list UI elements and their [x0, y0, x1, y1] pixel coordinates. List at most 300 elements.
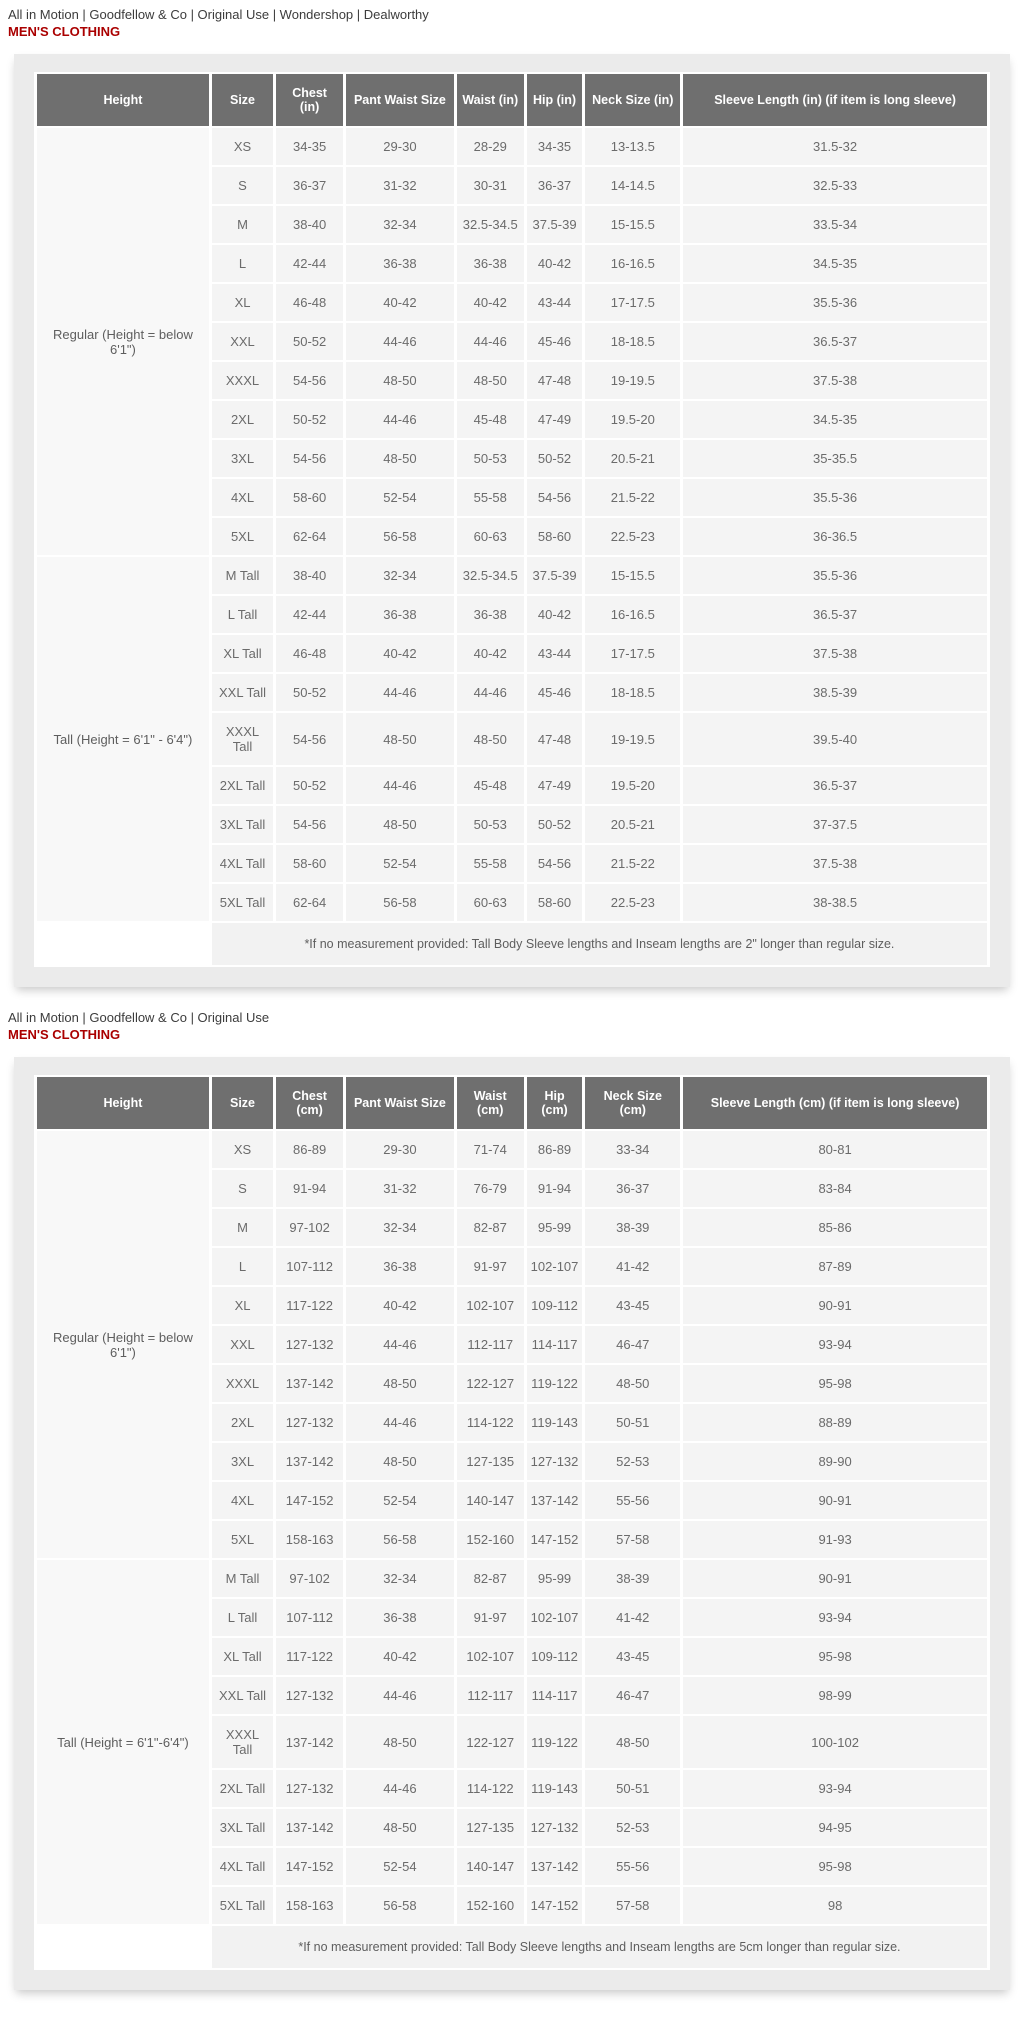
category-title: MEN'S CLOTHING [8, 1027, 121, 1042]
size-cell: XL Tall [212, 1638, 273, 1675]
measurement-cell: 36-36.5 [683, 518, 987, 555]
height-group-cell: Tall (Height = 6'1"-6'4") [37, 1560, 209, 1924]
measurement-cell: 109-112 [527, 1638, 583, 1675]
measurement-cell: 50-52 [527, 440, 583, 477]
size-cell: XL [212, 284, 273, 321]
size-chart-section-cm [8, 1009, 1016, 1990]
measurement-cell: 122-127 [457, 1365, 524, 1402]
measurement-cell: 54-56 [276, 440, 343, 477]
measurement-cell: 48-50 [346, 362, 454, 399]
measurement-cell: 17-17.5 [585, 635, 680, 672]
measurement-cell: 95-98 [683, 1638, 987, 1675]
measurement-cell: 102-107 [527, 1248, 583, 1285]
measurement-cell: 56-58 [346, 884, 454, 921]
measurement-cell: 147-152 [527, 1521, 583, 1558]
measurement-cell: 62-64 [276, 518, 343, 555]
measurement-cell: 90-91 [683, 1482, 987, 1519]
size-cell: 2XL Tall [212, 767, 273, 804]
measurement-cell: 14-14.5 [585, 167, 680, 204]
measurement-cell: 32.5-34.5 [457, 557, 524, 594]
size-cell: XXXL [212, 1365, 273, 1402]
measurement-cell: 34.5-35 [683, 245, 987, 282]
measurement-cell: 45-48 [457, 767, 524, 804]
measurement-cell: 40-42 [527, 245, 583, 282]
measurement-cell: 44-46 [457, 323, 524, 360]
category-title: MEN'S CLOTHING [8, 24, 121, 39]
measurement-cell: 119-122 [527, 1365, 583, 1402]
measurement-cell: 48-50 [346, 1365, 454, 1402]
measurement-cell: 127-132 [527, 1809, 583, 1846]
measurement-cell: 137-142 [276, 1809, 343, 1846]
measurement-cell: 39.5-40 [683, 713, 987, 765]
size-chart-table-inches [34, 72, 990, 967]
size-chart-table-cm [34, 1075, 990, 1970]
col-header-size: Size [212, 1077, 273, 1129]
measurement-cell: 36.5-37 [683, 323, 987, 360]
size-cell: XS [212, 128, 273, 165]
measurement-cell: 158-163 [276, 1521, 343, 1558]
measurement-cell: 137-142 [527, 1848, 583, 1885]
size-cell: M Tall [212, 1560, 273, 1597]
size-cell: XXXL [212, 362, 273, 399]
measurement-cell: 91-97 [457, 1248, 524, 1285]
measurement-cell: 38-40 [276, 206, 343, 243]
col-header-pant-waist: Pant Waist Size [346, 74, 454, 126]
size-cell: L [212, 1248, 273, 1285]
measurement-cell: 29-30 [346, 1131, 454, 1168]
measurement-cell: 127-135 [457, 1809, 524, 1846]
col-header-sleeve: Sleeve Length (in) (if item is long sleeve) [683, 74, 987, 126]
col-header-waist: Waist (cm) [457, 1077, 524, 1129]
measurement-cell: 47-48 [527, 713, 583, 765]
measurement-cell: 20.5-21 [585, 806, 680, 843]
measurement-cell: 62-64 [276, 884, 343, 921]
measurement-cell: 55-56 [585, 1848, 680, 1885]
footnote-row [37, 1926, 987, 1968]
measurement-cell: 19-19.5 [585, 362, 680, 399]
measurement-cell: 58-60 [276, 845, 343, 882]
measurement-cell: 119-143 [527, 1404, 583, 1441]
measurement-cell: 48-50 [346, 1716, 454, 1768]
size-cell: XXXL Tall [212, 713, 273, 765]
size-cell: 4XL [212, 1482, 273, 1519]
measurement-cell: 114-117 [527, 1326, 583, 1363]
size-cell: 2XL [212, 1404, 273, 1441]
size-cell: 5XL [212, 1521, 273, 1558]
measurement-cell: 127-132 [276, 1404, 343, 1441]
brand-breadcrumb: All in Motion | Goodfellow & Co | Original Use [8, 1010, 270, 1025]
footnote-text: *If no measurement provided: Tall Body Sleeve lengths and Inseam lengths are 2" longer than regular size. [212, 923, 987, 965]
measurement-cell: 37-37.5 [683, 806, 987, 843]
measurement-cell: 93-94 [683, 1326, 987, 1363]
measurement-cell: 44-46 [346, 1404, 454, 1441]
table-row [37, 557, 987, 594]
measurement-cell: 52-54 [346, 1848, 454, 1885]
measurement-cell: 48-50 [585, 1716, 680, 1768]
measurement-cell: 127-132 [276, 1770, 343, 1807]
measurement-cell: 50-53 [457, 440, 524, 477]
measurement-cell: 98-99 [683, 1677, 987, 1714]
height-group-cell: Tall (Height = 6'1" - 6'4") [37, 557, 209, 921]
measurement-cell: 152-160 [457, 1521, 524, 1558]
measurement-cell: 22.5-23 [585, 518, 680, 555]
measurement-cell: 31.5-32 [683, 128, 987, 165]
measurement-cell: 21.5-22 [585, 479, 680, 516]
col-header-neck: Neck Size (in) [585, 74, 680, 126]
measurement-cell: 48-50 [346, 1809, 454, 1846]
measurement-cell: 91-94 [527, 1170, 583, 1207]
measurement-cell: 50-52 [527, 806, 583, 843]
measurement-cell: 57-58 [585, 1521, 680, 1558]
size-cell: XL Tall [212, 635, 273, 672]
measurement-cell: 94-95 [683, 1809, 987, 1846]
measurement-cell: 32-34 [346, 1560, 454, 1597]
measurement-cell: 48-50 [346, 713, 454, 765]
measurement-cell: 47-48 [527, 362, 583, 399]
measurement-cell: 112-117 [457, 1677, 524, 1714]
measurement-cell: 36-37 [527, 167, 583, 204]
measurement-cell: 15-15.5 [585, 557, 680, 594]
footnote-spacer [37, 923, 209, 965]
measurement-cell: 152-160 [457, 1887, 524, 1924]
measurement-cell: 45-46 [527, 674, 583, 711]
size-cell: 3XL [212, 1443, 273, 1480]
measurement-cell: 55-58 [457, 845, 524, 882]
measurement-cell: 32-34 [346, 206, 454, 243]
measurement-cell: 44-46 [346, 674, 454, 711]
measurement-cell: 35-35.5 [683, 440, 987, 477]
col-header-waist: Waist (in) [457, 74, 524, 126]
col-header-height: Height [37, 74, 209, 126]
measurement-cell: 95-99 [527, 1209, 583, 1246]
size-cell: 4XL Tall [212, 1848, 273, 1885]
measurement-cell: 36-38 [457, 596, 524, 633]
measurement-cell: 52-54 [346, 845, 454, 882]
measurement-cell: 36-38 [346, 1599, 454, 1636]
measurement-cell: 89-90 [683, 1443, 987, 1480]
measurement-cell: 86-89 [527, 1131, 583, 1168]
measurement-cell: 34-35 [276, 128, 343, 165]
measurement-cell: 86-89 [276, 1131, 343, 1168]
size-cell: XXXL Tall [212, 1716, 273, 1768]
measurement-cell: 40-42 [346, 1287, 454, 1324]
measurement-cell: 35.5-36 [683, 284, 987, 321]
footnote-spacer [37, 1926, 209, 1968]
size-chart-panel [14, 1057, 1010, 1990]
measurement-cell: 46-47 [585, 1677, 680, 1714]
measurement-cell: 52-53 [585, 1809, 680, 1846]
measurement-cell: 87-89 [683, 1248, 987, 1285]
col-header-height: Height [37, 1077, 209, 1129]
measurement-cell: 80-81 [683, 1131, 987, 1168]
measurement-cell: 56-58 [346, 1887, 454, 1924]
measurement-cell: 32.5-33 [683, 167, 987, 204]
measurement-cell: 88-89 [683, 1404, 987, 1441]
measurement-cell: 91-94 [276, 1170, 343, 1207]
measurement-cell: 50-53 [457, 806, 524, 843]
measurement-cell: 50-52 [276, 674, 343, 711]
measurement-cell: 36-38 [346, 245, 454, 282]
size-cell: 3XL Tall [212, 806, 273, 843]
measurement-cell: 71-74 [457, 1131, 524, 1168]
measurement-cell: 54-56 [276, 713, 343, 765]
measurement-cell: 48-50 [346, 806, 454, 843]
header-row [37, 1077, 987, 1129]
measurement-cell: 33.5-34 [683, 206, 987, 243]
measurement-cell: 50-51 [585, 1770, 680, 1807]
measurement-cell: 36-38 [457, 245, 524, 282]
col-header-hip: Hip (cm) [527, 1077, 583, 1129]
measurement-cell: 32-34 [346, 1209, 454, 1246]
measurement-cell: 55-56 [585, 1482, 680, 1519]
size-cell: S [212, 1170, 273, 1207]
measurement-cell: 44-46 [346, 1326, 454, 1363]
measurement-cell: 21.5-22 [585, 845, 680, 882]
measurement-cell: 48-50 [346, 440, 454, 477]
size-cell: 4XL [212, 479, 273, 516]
col-header-neck: Neck Size (cm) [585, 1077, 680, 1129]
size-cell: XXL Tall [212, 1677, 273, 1714]
measurement-cell: 35.5-36 [683, 479, 987, 516]
size-cell: 5XL Tall [212, 1887, 273, 1924]
measurement-cell: 147-152 [527, 1887, 583, 1924]
measurement-cell: 107-112 [276, 1599, 343, 1636]
measurement-cell: 43-44 [527, 284, 583, 321]
measurement-cell: 19.5-20 [585, 767, 680, 804]
measurement-cell: 137-142 [276, 1365, 343, 1402]
measurement-cell: 13-13.5 [585, 128, 680, 165]
measurement-cell: 85-86 [683, 1209, 987, 1246]
measurement-cell: 43-44 [527, 635, 583, 672]
measurement-cell: 54-56 [527, 479, 583, 516]
height-group-cell: Regular (Height = below 6'1") [37, 128, 209, 555]
measurement-cell: 140-147 [457, 1848, 524, 1885]
measurement-cell: 117-122 [276, 1287, 343, 1324]
measurement-cell: 119-143 [527, 1770, 583, 1807]
measurement-cell: 38-38.5 [683, 884, 987, 921]
measurement-cell: 34.5-35 [683, 401, 987, 438]
size-cell: XXL [212, 323, 273, 360]
size-chart-section-inches [8, 6, 1016, 987]
measurement-cell: 37.5-38 [683, 635, 987, 672]
measurement-cell: 38-39 [585, 1209, 680, 1246]
height-group-cell: Regular (Height = below 6'1") [37, 1131, 209, 1558]
measurement-cell: 35.5-36 [683, 557, 987, 594]
measurement-cell: 37.5-39 [527, 206, 583, 243]
col-header-chest: Chest (in) [276, 74, 343, 126]
col-header-hip: Hip (in) [527, 74, 583, 126]
measurement-cell: 30-31 [457, 167, 524, 204]
measurement-cell: 57-58 [585, 1887, 680, 1924]
size-cell: 5XL Tall [212, 884, 273, 921]
measurement-cell: 40-42 [457, 284, 524, 321]
measurement-cell: 112-117 [457, 1326, 524, 1363]
measurement-cell: 40-42 [346, 635, 454, 672]
size-cell: S [212, 167, 273, 204]
footnote-row [37, 923, 987, 965]
size-cell: 3XL [212, 440, 273, 477]
measurement-cell: 18-18.5 [585, 674, 680, 711]
measurement-cell: 58-60 [527, 518, 583, 555]
size-cell: M [212, 1209, 273, 1246]
measurement-cell: 44-46 [457, 674, 524, 711]
measurement-cell: 50-51 [585, 1404, 680, 1441]
measurement-cell: 36.5-37 [683, 596, 987, 633]
measurement-cell: 91-97 [457, 1599, 524, 1636]
size-cell: 4XL Tall [212, 845, 273, 882]
size-cell: 5XL [212, 518, 273, 555]
size-cell: XXL [212, 1326, 273, 1363]
col-header-pant-waist: Pant Waist Size [346, 1077, 454, 1129]
measurement-cell: 109-112 [527, 1287, 583, 1324]
table-row [37, 128, 987, 165]
measurement-cell: 47-49 [527, 401, 583, 438]
measurement-cell: 97-102 [276, 1560, 343, 1597]
measurement-cell: 102-107 [527, 1599, 583, 1636]
measurement-cell: 46-48 [276, 635, 343, 672]
measurement-cell: 117-122 [276, 1638, 343, 1675]
measurement-cell: 31-32 [346, 167, 454, 204]
measurement-cell: 22.5-23 [585, 884, 680, 921]
size-cell: L Tall [212, 596, 273, 633]
measurement-cell: 54-56 [276, 806, 343, 843]
measurement-cell: 58-60 [276, 479, 343, 516]
measurement-cell: 48-50 [585, 1365, 680, 1402]
measurement-cell: 38.5-39 [683, 674, 987, 711]
measurement-cell: 52-54 [346, 1482, 454, 1519]
measurement-cell: 20.5-21 [585, 440, 680, 477]
measurement-cell: 44-46 [346, 767, 454, 804]
measurement-cell: 16-16.5 [585, 245, 680, 282]
measurement-cell: 41-42 [585, 1248, 680, 1285]
measurement-cell: 36.5-37 [683, 767, 987, 804]
measurement-cell: 114-122 [457, 1404, 524, 1441]
measurement-cell: 38-39 [585, 1560, 680, 1597]
brand-breadcrumb: All in Motion | Goodfellow & Co | Original Use | Wondershop | Dealworthy [8, 7, 429, 22]
measurement-cell: 48-50 [457, 713, 524, 765]
measurement-cell: 137-142 [527, 1482, 583, 1519]
measurement-cell: 127-132 [276, 1326, 343, 1363]
measurement-cell: 50-52 [276, 401, 343, 438]
measurement-cell: 42-44 [276, 596, 343, 633]
measurement-cell: 137-142 [276, 1716, 343, 1768]
measurement-cell: 114-117 [527, 1677, 583, 1714]
measurement-cell: 16-16.5 [585, 596, 680, 633]
measurement-cell: 83-84 [683, 1170, 987, 1207]
measurement-cell: 102-107 [457, 1287, 524, 1324]
measurement-cell: 40-42 [457, 635, 524, 672]
measurement-cell: 97-102 [276, 1209, 343, 1246]
size-cell: 3XL Tall [212, 1809, 273, 1846]
measurement-cell: 36-37 [585, 1170, 680, 1207]
measurement-cell: 42-44 [276, 245, 343, 282]
measurement-cell: 82-87 [457, 1560, 524, 1597]
size-cell: L Tall [212, 1599, 273, 1636]
measurement-cell: 127-135 [457, 1443, 524, 1480]
measurement-cell: 40-42 [346, 284, 454, 321]
measurement-cell: 50-52 [276, 767, 343, 804]
measurement-cell: 147-152 [276, 1848, 343, 1885]
measurement-cell: 46-47 [585, 1326, 680, 1363]
measurement-cell: 34-35 [527, 128, 583, 165]
measurement-cell: 32.5-34.5 [457, 206, 524, 243]
size-cell: M Tall [212, 557, 273, 594]
measurement-cell: 33-34 [585, 1131, 680, 1168]
size-cell: XS [212, 1131, 273, 1168]
measurement-cell: 95-98 [683, 1365, 987, 1402]
measurement-cell: 37.5-38 [683, 362, 987, 399]
measurement-cell: 18-18.5 [585, 323, 680, 360]
measurement-cell: 48-50 [457, 362, 524, 399]
measurement-cell: 45-48 [457, 401, 524, 438]
measurement-cell: 40-42 [346, 1638, 454, 1675]
measurement-cell: 127-132 [527, 1443, 583, 1480]
size-cell: 2XL Tall [212, 1770, 273, 1807]
measurement-cell: 15-15.5 [585, 206, 680, 243]
table-row [37, 1131, 987, 1168]
measurement-cell: 54-56 [276, 362, 343, 399]
measurement-cell: 32-34 [346, 557, 454, 594]
measurement-cell: 114-122 [457, 1770, 524, 1807]
measurement-cell: 93-94 [683, 1770, 987, 1807]
measurement-cell: 29-30 [346, 128, 454, 165]
measurement-cell: 60-63 [457, 518, 524, 555]
measurement-cell: 52-53 [585, 1443, 680, 1480]
measurement-cell: 122-127 [457, 1716, 524, 1768]
measurement-cell: 91-93 [683, 1521, 987, 1558]
measurement-cell: 45-46 [527, 323, 583, 360]
measurement-cell: 55-58 [457, 479, 524, 516]
measurement-cell: 17-17.5 [585, 284, 680, 321]
measurement-cell: 56-58 [346, 1521, 454, 1558]
measurement-cell: 100-102 [683, 1716, 987, 1768]
measurement-cell: 37.5-39 [527, 557, 583, 594]
measurement-cell: 58-60 [527, 884, 583, 921]
measurement-cell: 158-163 [276, 1887, 343, 1924]
measurement-cell: 46-48 [276, 284, 343, 321]
measurement-cell: 147-152 [276, 1482, 343, 1519]
header-row [37, 74, 987, 126]
measurement-cell: 31-32 [346, 1170, 454, 1207]
measurement-cell: 60-63 [457, 884, 524, 921]
size-cell: XXL Tall [212, 674, 273, 711]
measurement-cell: 44-46 [346, 323, 454, 360]
measurement-cell: 56-58 [346, 518, 454, 555]
size-cell: L [212, 245, 273, 282]
measurement-cell: 127-132 [276, 1677, 343, 1714]
measurement-cell: 76-79 [457, 1170, 524, 1207]
measurement-cell: 50-52 [276, 323, 343, 360]
measurement-cell: 95-98 [683, 1848, 987, 1885]
measurement-cell: 107-112 [276, 1248, 343, 1285]
size-cell: M [212, 206, 273, 243]
measurement-cell: 36-37 [276, 167, 343, 204]
size-cell: 2XL [212, 401, 273, 438]
measurement-cell: 98 [683, 1887, 987, 1924]
measurement-cell: 40-42 [527, 596, 583, 633]
measurement-cell: 90-91 [683, 1560, 987, 1597]
size-chart-panel [14, 54, 1010, 987]
measurement-cell: 90-91 [683, 1287, 987, 1324]
measurement-cell: 43-45 [585, 1287, 680, 1324]
measurement-cell: 38-40 [276, 557, 343, 594]
measurement-cell: 48-50 [346, 1443, 454, 1480]
measurement-cell: 102-107 [457, 1638, 524, 1675]
table-row [37, 1560, 987, 1597]
measurement-cell: 37.5-38 [683, 845, 987, 882]
measurement-cell: 82-87 [457, 1209, 524, 1246]
col-header-sleeve: Sleeve Length (cm) (if item is long sleeve) [683, 1077, 987, 1129]
